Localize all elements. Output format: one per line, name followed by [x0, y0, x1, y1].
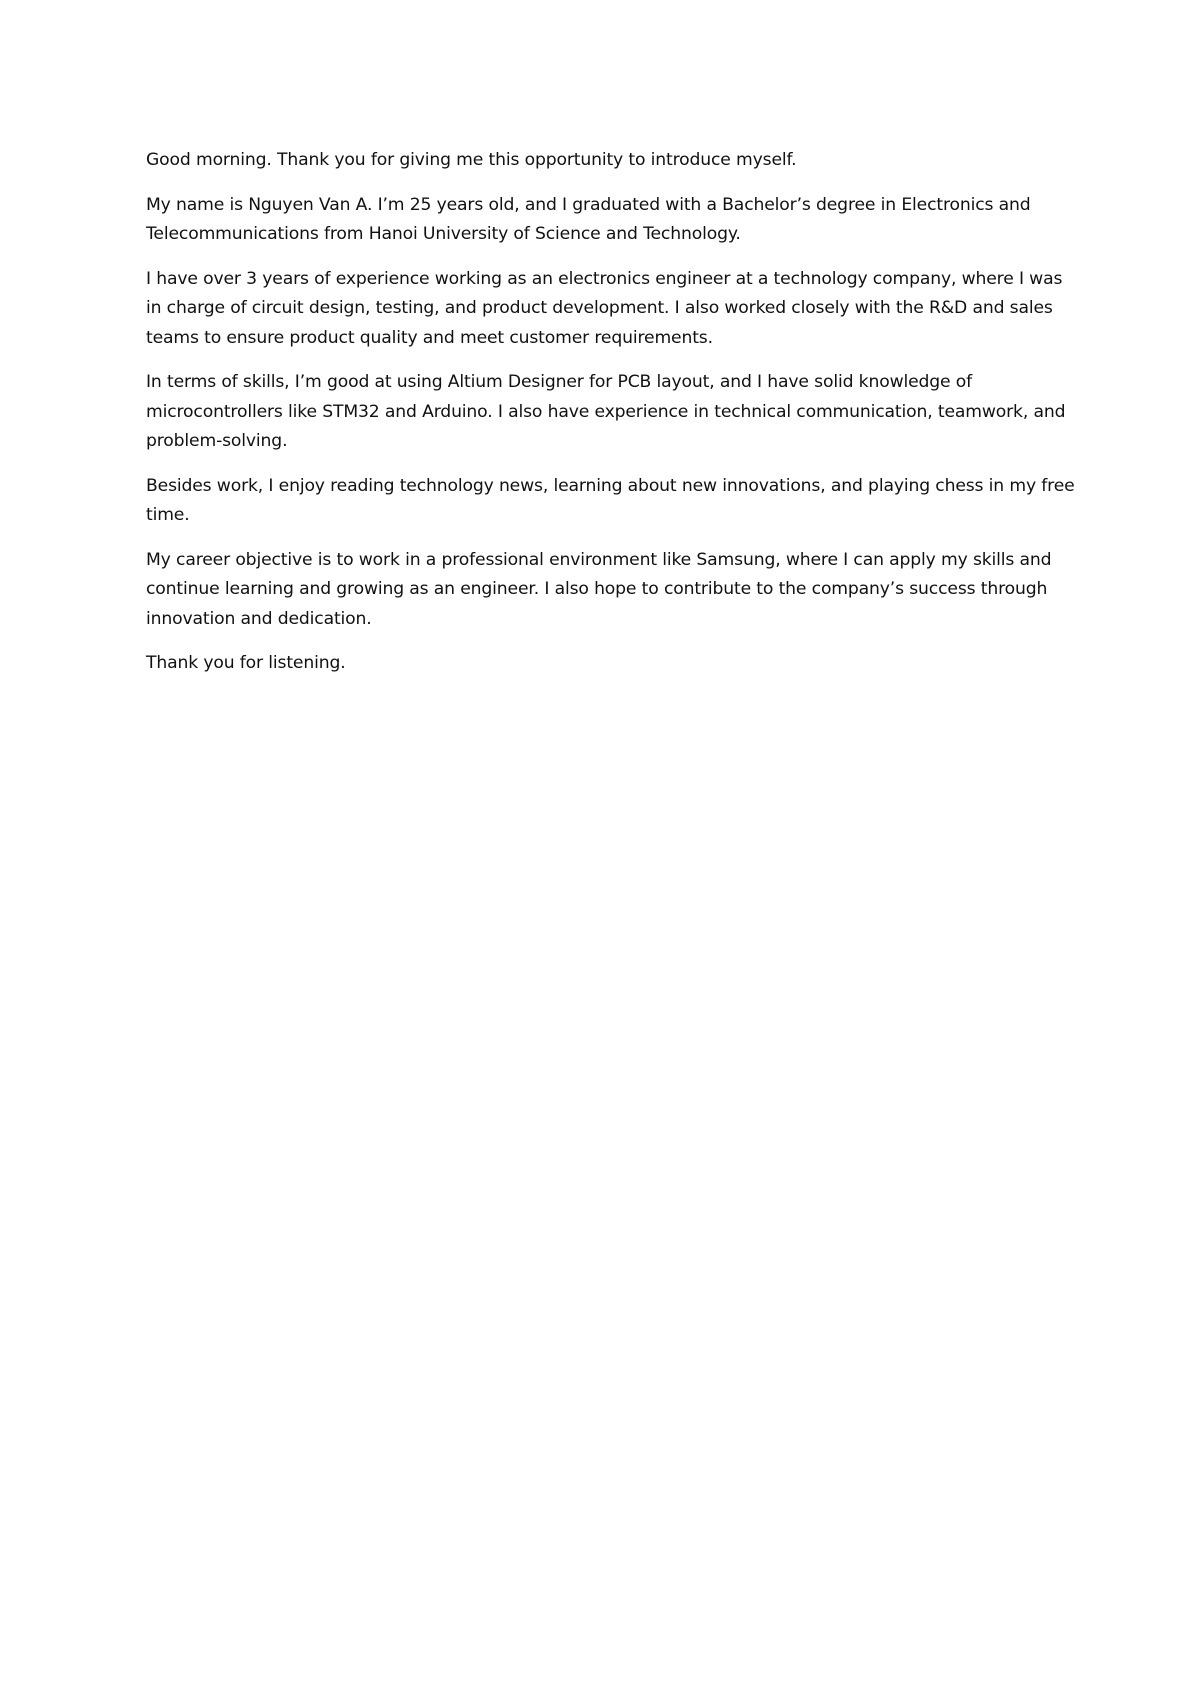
paragraph-experience: I have over 3 years of experience working as an electronics engineer at a technology company, where I was in charge of circuit design, testing, and product development. I also worked closely with the R&D and sales teams to ensure product quality and meet customer requirements.	[146, 268, 1063, 348]
paragraph-skills: In terms of skills, I’m good at using Altium Designer for PCB layout, and I have solid knowledge of microcontrollers like STM32 and Arduino. I also have experience in technical communication, teamwork, and problem-solving.	[146, 372, 1066, 451]
paragraph-greeting: Good morning. Thank you for giving me this opportunity to introduce myself.	[146, 150, 797, 170]
paragraph-hobbies: Besides work, I enjoy reading technology news, learning about new innovations, and playing chess in my free time.	[146, 475, 1075, 525]
paragraph-career-objective: My career objective is to work in a professional environment like Samsung, where I can apply my skills and continue learning and growing as an engineer. I also hope to contribute to the company’s success through innovation and dedication.	[146, 549, 1052, 629]
paragraph-introduction: My name is Nguyen Van A. I’m 25 years old, and I graduated with a Bachelor’s degree in Electronics and Telecommunications from Hanoi University of Science and Technology.	[146, 194, 1031, 244]
paragraph-closing: Thank you for listening.	[146, 653, 346, 673]
document-body	[146, 146, 1076, 694]
